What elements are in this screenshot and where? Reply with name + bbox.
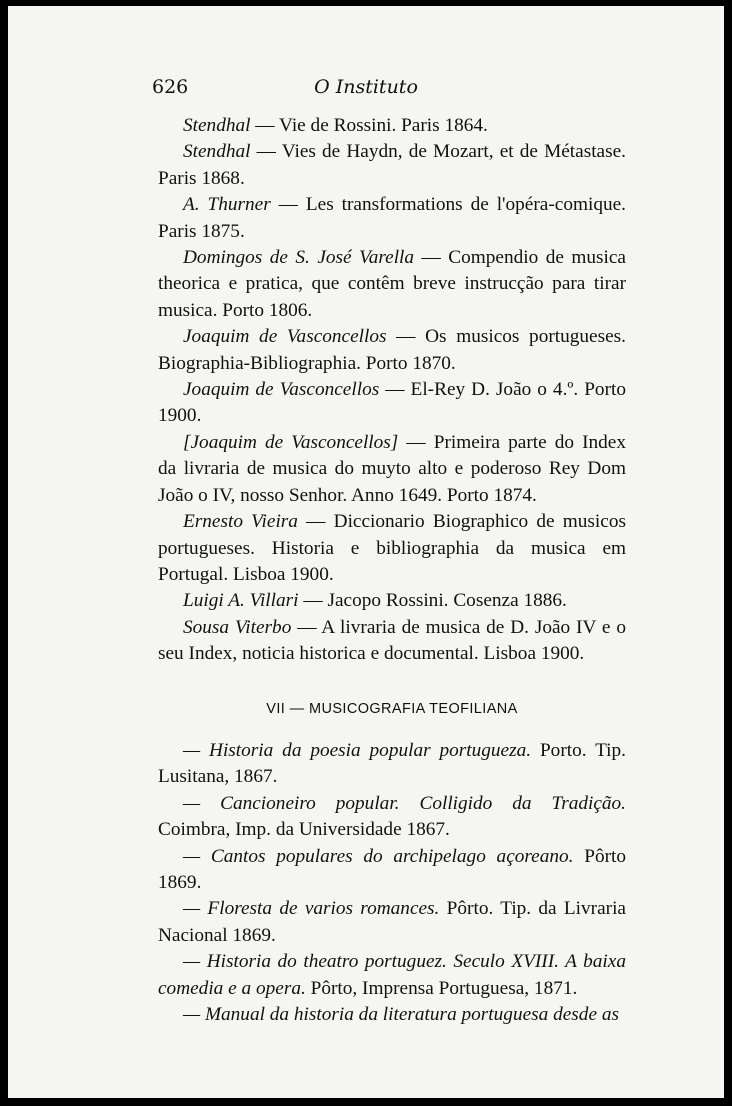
bibliography-entry [158, 113, 626, 139]
bibliography-entry [158, 949, 626, 1002]
entry-details: Porto. Tip. Lusitana, 1867. [158, 739, 626, 788]
entry-details: — Compendio de musica theorica e pratica, que contêm breve instrucção para tirar musica. Porto 1806. [158, 247, 626, 321]
bibliography-entry [158, 377, 626, 430]
entry-author-or-title: Domingos de S. José Varella [183, 247, 415, 269]
bibliography-entry [158, 844, 626, 897]
entry-author-or-title: — Cancioneiro popular. Colligido da Tradição. [183, 792, 626, 814]
running-header [8, 70, 724, 100]
bibliography-list-teofiliana [158, 738, 626, 1028]
entry-author-or-title: — Cantos populares do archipelago açoreano. [183, 845, 574, 867]
entry-author-or-title: Stendhal [183, 141, 251, 163]
bibliography-text [158, 113, 626, 1028]
entry-details: — Primeira parte do Index da livraria de musica do muyto alto e poderoso Rey Dom João o IV, nosso Senhor. Anno 1649. Porto 1874. [158, 431, 626, 506]
bibliography-entry [158, 245, 626, 324]
entry-author-or-title: Luigi A. Villari [183, 590, 299, 612]
entry-details: Pôrto. Tip. da Livraria Nacional 1869. [158, 898, 626, 946]
entry-details: — Les transformations de l'opéra-comique. Paris 1875. [158, 194, 626, 242]
bibliography-list-authors [158, 113, 626, 668]
bibliography-entry [158, 791, 626, 844]
bibliography-entry [158, 192, 626, 245]
entry-details: Coimbra, Imp. da Universidade 1867. [158, 819, 450, 841]
entry-author-or-title: — Historia do theatro portuguez. Seculo XVIII. A baixa comedia e a opera. [158, 951, 626, 999]
bibliography-entry [158, 588, 626, 614]
entry-author-or-title: Ernesto Vieira [183, 511, 298, 533]
bibliography-entry [158, 430, 626, 509]
running-title: O Instituto [314, 76, 418, 98]
entry-author-or-title: Sousa Viterbo [183, 616, 292, 638]
entry-author-or-title: — Manual da historia da literatura portuguesa desde as [183, 1004, 619, 1025]
bibliography-entry [158, 896, 626, 949]
entry-details: Pôrto, Imprensa Portuguesa, 1871. [305, 977, 578, 999]
section-heading: VII — MUSICOGRAFIA TEOFILIANA [266, 700, 518, 717]
entry-details: — Diccionario Biographico de musicos portugueses. Historia e bibliographia da musica em Portugal. Lisboa 1900. [158, 511, 626, 585]
bibliography-entry [158, 615, 626, 668]
bibliography-entry [158, 738, 626, 791]
entry-author-or-title: A. Thurner [183, 194, 271, 216]
entry-author-or-title: — Floresta de varios romances. [183, 898, 440, 920]
bibliography-entry [158, 324, 626, 377]
bibliography-entry [158, 509, 626, 588]
entry-author-or-title: Stendhal [183, 115, 251, 136]
entry-details: — Os musicos portugueses. Biographia-Bibliographia. Porto 1870. [158, 326, 626, 374]
bibliography-entry [158, 139, 626, 192]
entry-details: — Vies de Haydn, de Mozart, et de Métastase. Paris 1868. [158, 141, 626, 189]
entry-author-or-title: Joaquim de Vasconcellos [183, 326, 387, 348]
entry-author-or-title: [Joaquim de Vasconcellos] [183, 431, 399, 453]
entry-details: — El-Rey D. João o 4.º. Porto 1900. [158, 379, 626, 427]
page-number: 626 [152, 76, 189, 98]
entry-author-or-title: — Historia da poesia popular portugueza. [183, 739, 532, 761]
bibliography-entry [158, 1002, 626, 1028]
book-page [8, 6, 724, 1098]
entry-author-or-title: Joaquim de Vasconcellos [183, 379, 380, 401]
entry-details: — Vie de Rossini. Paris 1864. [250, 115, 488, 136]
entry-details: — A livraria de musica de D. João IV e o seu Index, noticia historica e documental. Lisboa 1900. [158, 616, 626, 665]
entry-details: — Jacopo Rossini. Cosenza 1886. [298, 590, 567, 612]
entry-details: Pôrto 1869. [158, 845, 627, 893]
